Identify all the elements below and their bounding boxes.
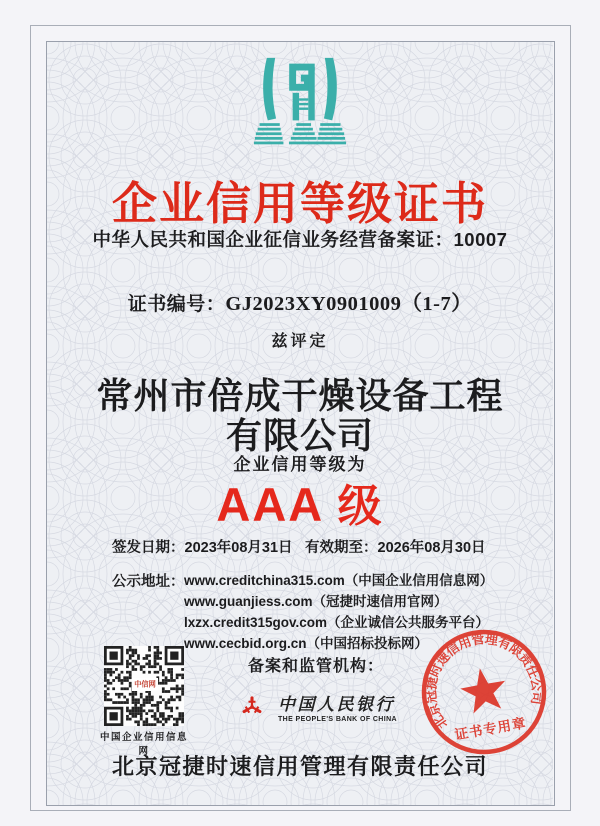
certificate-number-line [0,286,600,316]
valid-until-date [305,536,486,557]
qr-caption: 中国企业信用信息网 [99,732,188,757]
rating-letters: AAA [216,478,323,531]
publicity-site: www.cecbid.org.cn（中国招标投标网） [184,636,429,651]
certificate-number-label: 证书编号： [127,294,226,315]
rating-suffix: 级 [337,482,384,531]
valid-until-label: 有效期至： [305,540,378,556]
certificate-number-value: GJ2023XY0901009（1-7） [225,293,473,315]
publicity-site: lxzx.credit315gov.com（企业诚信公共服务平台） [184,615,490,630]
pboc-block [238,690,397,723]
company-name-line2: 有限公司 [225,416,374,456]
hereby-text: 兹评定 [271,333,329,350]
issuer-company-name: 北京冠捷时速信用管理有限责任公司 [111,754,488,779]
seal-ring-text: 北京冠捷时速信用管理有限责任公司 [423,631,545,732]
pboc-names [278,690,397,723]
credit-rating-value [0,470,600,534]
company-seal [412,620,556,764]
pboc-name-cn: 中国人民银行 [278,695,395,714]
issue-date-value: 2023年08月31日 [184,540,293,556]
pboc-emblem-icon [238,691,266,723]
regulator-label: 备案和监管机构： [248,658,385,675]
qr-center-label [132,678,158,691]
publicity-address-label: 公示地址： [112,574,185,590]
license-registration-line: 中华人民共和国企业征信业务经营备案证：10007 [92,229,508,250]
credit-agency-logo-icon [253,56,347,148]
rating-intro-text: 企业信用等级为 [233,455,367,474]
publicity-site: www.guanjiess.com（冠捷时速信用官网） [184,594,448,609]
pboc-name-en: THE PEOPLE'S BANK OF CHINA [278,716,398,723]
issue-date [112,536,293,557]
qr-center-text: 中信网 [134,680,156,689]
certificate-title: 企业信用等级证书 [111,178,488,229]
issue-date-label: 签发日期： [112,540,185,556]
valid-until-value: 2026年08月30日 [377,540,486,556]
publicity-site: www.creditchina315.com（中国企业信用信息网） [184,573,494,588]
company-name-line1: 常州市倍成干燥设备工程 [96,376,504,416]
seal-bottom-text: 证书专用章 [453,715,528,743]
